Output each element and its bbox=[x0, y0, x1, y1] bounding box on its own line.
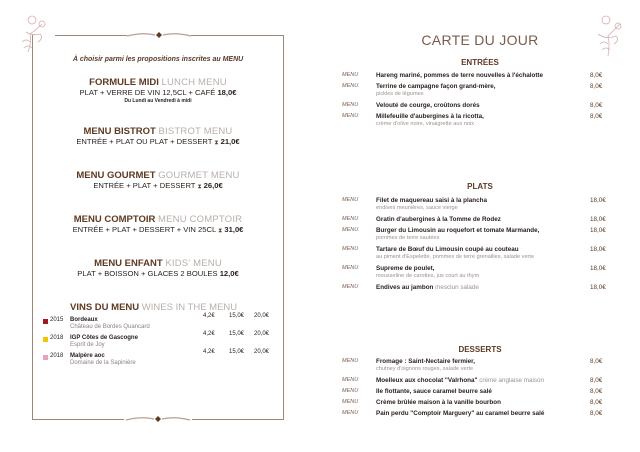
formula-midi bbox=[32, 77, 284, 104]
menu-tag: MENU bbox=[342, 83, 359, 89]
flourish-ornament-icon bbox=[124, 414, 192, 424]
menu-tag: MENU bbox=[342, 284, 359, 290]
dish-name-main: Endives au jambon bbox=[376, 284, 434, 291]
wine-year: 2015 bbox=[50, 317, 64, 323]
wine-color-swatch bbox=[43, 355, 48, 360]
wine-price-glass: 4,2€ bbox=[203, 349, 215, 355]
wine-color-swatch bbox=[43, 319, 48, 324]
dish-price: 18,0€ bbox=[590, 246, 606, 253]
formula-line: ENTRÉE + PLAT + DESSERT bbox=[93, 181, 196, 190]
wine-producer: Esprit de Joy bbox=[70, 342, 105, 348]
dish-name-main: Moelleux aux chocolat "Valrhona" bbox=[376, 377, 478, 384]
formula-title: MENU BISTROT bbox=[83, 126, 156, 137]
formula-price: 21,0€ bbox=[220, 137, 240, 146]
floral-ornament-icon bbox=[592, 14, 626, 58]
formula-title: MENU COMPTOIR bbox=[73, 214, 156, 225]
wines-title-light: WINES IN THE MENU bbox=[141, 302, 238, 313]
dish-name: Millefeuille d'aubergines à la ricotta, bbox=[376, 113, 484, 120]
wine-price-pot: 15,0€ bbox=[229, 331, 245, 337]
formula-subtitle: KIDS' MENU bbox=[165, 258, 222, 269]
wine-producer: Château de Bordes Quancard bbox=[70, 324, 150, 330]
formula-subtitle: GOURMET MENU bbox=[158, 170, 240, 181]
dish-price: 18,0€ bbox=[590, 265, 606, 272]
menu-tag: MENU bbox=[342, 102, 359, 108]
wine-price-pot: 15,0€ bbox=[229, 349, 245, 355]
wine-name: IGP Côtes de Gascogne bbox=[70, 335, 138, 341]
dish-name: Crème brûlée maison à la vanille bourbon bbox=[376, 399, 501, 406]
wine-producer: Domaine de la Sapinière bbox=[70, 360, 136, 366]
formula-subtitle: LUNCH MENU bbox=[161, 77, 227, 88]
dish-name: Hareng mariné, pommes de terre nouvelles à l'échalotte bbox=[376, 72, 544, 79]
wine-glass-icon: ⧗ bbox=[214, 140, 219, 146]
dish-name: Gratin d'aubergines à la Tomme de Rodez bbox=[376, 216, 501, 223]
formula-line: PLAT + BOISSON + GLACES 2 BOULES bbox=[77, 269, 218, 278]
dish-description: pommes de terre sautées bbox=[376, 235, 440, 241]
formula-price: 12,0€ bbox=[219, 269, 239, 278]
dish-name: Burger du Limousin au roquefort et tomate Marmande, bbox=[376, 227, 540, 234]
wine-price-bottle: 20,0€ bbox=[254, 331, 270, 337]
frame-top-line-left bbox=[55, 35, 127, 36]
dish-price: 8,0€ bbox=[590, 72, 603, 79]
carte-title: CARTE DU JOUR bbox=[421, 32, 539, 48]
menu-tag: MENU bbox=[342, 113, 359, 119]
wine-glass-icon: ⧗ bbox=[197, 184, 202, 190]
frame-bottom-line-right bbox=[192, 419, 284, 420]
formula-price: 31,0€ bbox=[224, 225, 244, 234]
frame-bottom-line-left bbox=[32, 419, 124, 420]
dish-name: Pain perdu "Comptoir Marguery" au caramel beurre salé bbox=[376, 410, 545, 417]
wine-name: Bordeaux bbox=[70, 317, 98, 323]
menu-tag: MENU bbox=[342, 246, 359, 252]
dish-name: Supreme de poulet, bbox=[376, 265, 435, 272]
dish-price: 18,0€ bbox=[590, 197, 606, 204]
wine-color-swatch bbox=[43, 337, 48, 342]
menu-tag: MENU bbox=[342, 399, 359, 405]
formula-title: MENU GOURMET bbox=[76, 170, 156, 181]
menu-tag: MENU bbox=[342, 227, 359, 233]
dish-name: Tartare de Bœuf du Limousin coupé au couteau bbox=[376, 246, 519, 253]
wine-price-glass: 4,2€ bbox=[203, 313, 215, 319]
formula-comptoir bbox=[32, 214, 284, 236]
menu-tag: MENU bbox=[342, 358, 359, 364]
menu-tag: MENU bbox=[342, 388, 359, 394]
dish-price: 8,0€ bbox=[590, 377, 603, 384]
formula-line: ENTRÉE + PLAT OU PLAT + DESSERT bbox=[76, 137, 213, 146]
formula-enfant bbox=[32, 258, 284, 279]
wine-item bbox=[43, 349, 278, 373]
menu-tag: MENU bbox=[342, 197, 359, 203]
dish-name-note: mesclun salade bbox=[435, 284, 479, 291]
section-title-plats: PLATS bbox=[467, 182, 493, 191]
dish-price: 8,0€ bbox=[590, 83, 603, 90]
dish-price: 8,0€ bbox=[590, 113, 603, 120]
dish-price: 18,0€ bbox=[590, 227, 606, 234]
formula-subtitle: MENU COMPTOIR bbox=[158, 214, 243, 225]
menu-tag: MENU bbox=[342, 410, 359, 416]
wine-year: 2018 bbox=[50, 353, 64, 359]
dish-name: Filet de maquereau saisi à la plancha bbox=[376, 197, 487, 204]
menu-tag: MENU bbox=[342, 72, 359, 78]
dish-name bbox=[376, 284, 479, 291]
wine-price-pot: 15,0€ bbox=[229, 313, 245, 319]
dish-description: au piment d'Espelette, pommes de terre grenailles, salade verte bbox=[376, 254, 535, 260]
formula-note: Du Lundi au Vendredi à midi bbox=[124, 98, 192, 104]
dish-description: chutney d'oignons rouges, salade verte bbox=[376, 366, 474, 372]
dish-price: 8,0€ bbox=[590, 410, 603, 417]
wine-name: Malpère aoc bbox=[70, 353, 105, 359]
wine-price-bottle: 20,0€ bbox=[254, 313, 270, 319]
formula-title: FORMULE MIDI bbox=[89, 77, 159, 88]
dish-description: mousseline de carottes, jus court au thym bbox=[376, 273, 480, 279]
wine-price-bottle: 20,0€ bbox=[254, 349, 270, 355]
dish-name: Velouté de courge, croûtons dorés bbox=[376, 102, 480, 109]
formula-line: PLAT + VERRE DE VIN 12,5CL + CAFÉ bbox=[79, 88, 216, 97]
dish-name bbox=[376, 377, 544, 384]
wines-title-bold: VINS DU MENU bbox=[70, 302, 140, 313]
wine-year: 2018 bbox=[50, 335, 64, 341]
dish-name: Ile flottante, sauce caramel beurre salé bbox=[376, 388, 492, 395]
dish-price: 18,0€ bbox=[590, 284, 606, 291]
formula-subtitle: BISTROT MENU bbox=[158, 126, 233, 137]
menu-tag: MENU bbox=[342, 265, 359, 271]
dish-price: 8,0€ bbox=[590, 399, 603, 406]
section-title-desserts: DESSERTS bbox=[458, 345, 502, 354]
formula-gourmet bbox=[32, 170, 284, 192]
dish-description: pickles de légumes bbox=[376, 91, 424, 97]
formula-title: MENU ENFANT bbox=[94, 258, 163, 269]
dish-price: 18,0€ bbox=[590, 216, 606, 223]
formula-price: 26,0€ bbox=[203, 181, 223, 190]
dish-name-note: crème anglaise maison bbox=[479, 377, 545, 384]
formula-line: ENTRÉE + PLAT + DESSERT + VIN 25CL bbox=[72, 225, 217, 234]
intro-text: À choisir parmi les propositions inscrites au MENU bbox=[72, 56, 244, 63]
frame-top-line-right bbox=[191, 35, 284, 36]
formula-price: 18,0€ bbox=[217, 88, 237, 97]
dish-price: 8,0€ bbox=[590, 388, 603, 395]
flourish-ornament-icon bbox=[125, 30, 193, 40]
wine-price-glass: 4,2€ bbox=[203, 331, 215, 337]
dish-description: endives meunières, sauce vierge bbox=[376, 205, 458, 211]
wine-glass-icon: ⧗ bbox=[218, 228, 223, 234]
dish-name: Fromage : Saint-Nectaire fermier, bbox=[376, 358, 476, 365]
wines-title bbox=[70, 302, 237, 313]
dish-description: crème d'olive noire, vinaigrette aux noix bbox=[376, 121, 475, 127]
menu-tag: MENU bbox=[342, 377, 359, 383]
section-title-entrees: ENTRÉES bbox=[461, 58, 499, 67]
dish-price: 8,0€ bbox=[590, 358, 603, 365]
dish-name: Terrine de campagne façon grand-mère, bbox=[376, 83, 496, 90]
dish-price: 8,0€ bbox=[590, 102, 603, 109]
menu-tag: MENU bbox=[342, 216, 359, 222]
formula-bistrot bbox=[32, 126, 284, 148]
